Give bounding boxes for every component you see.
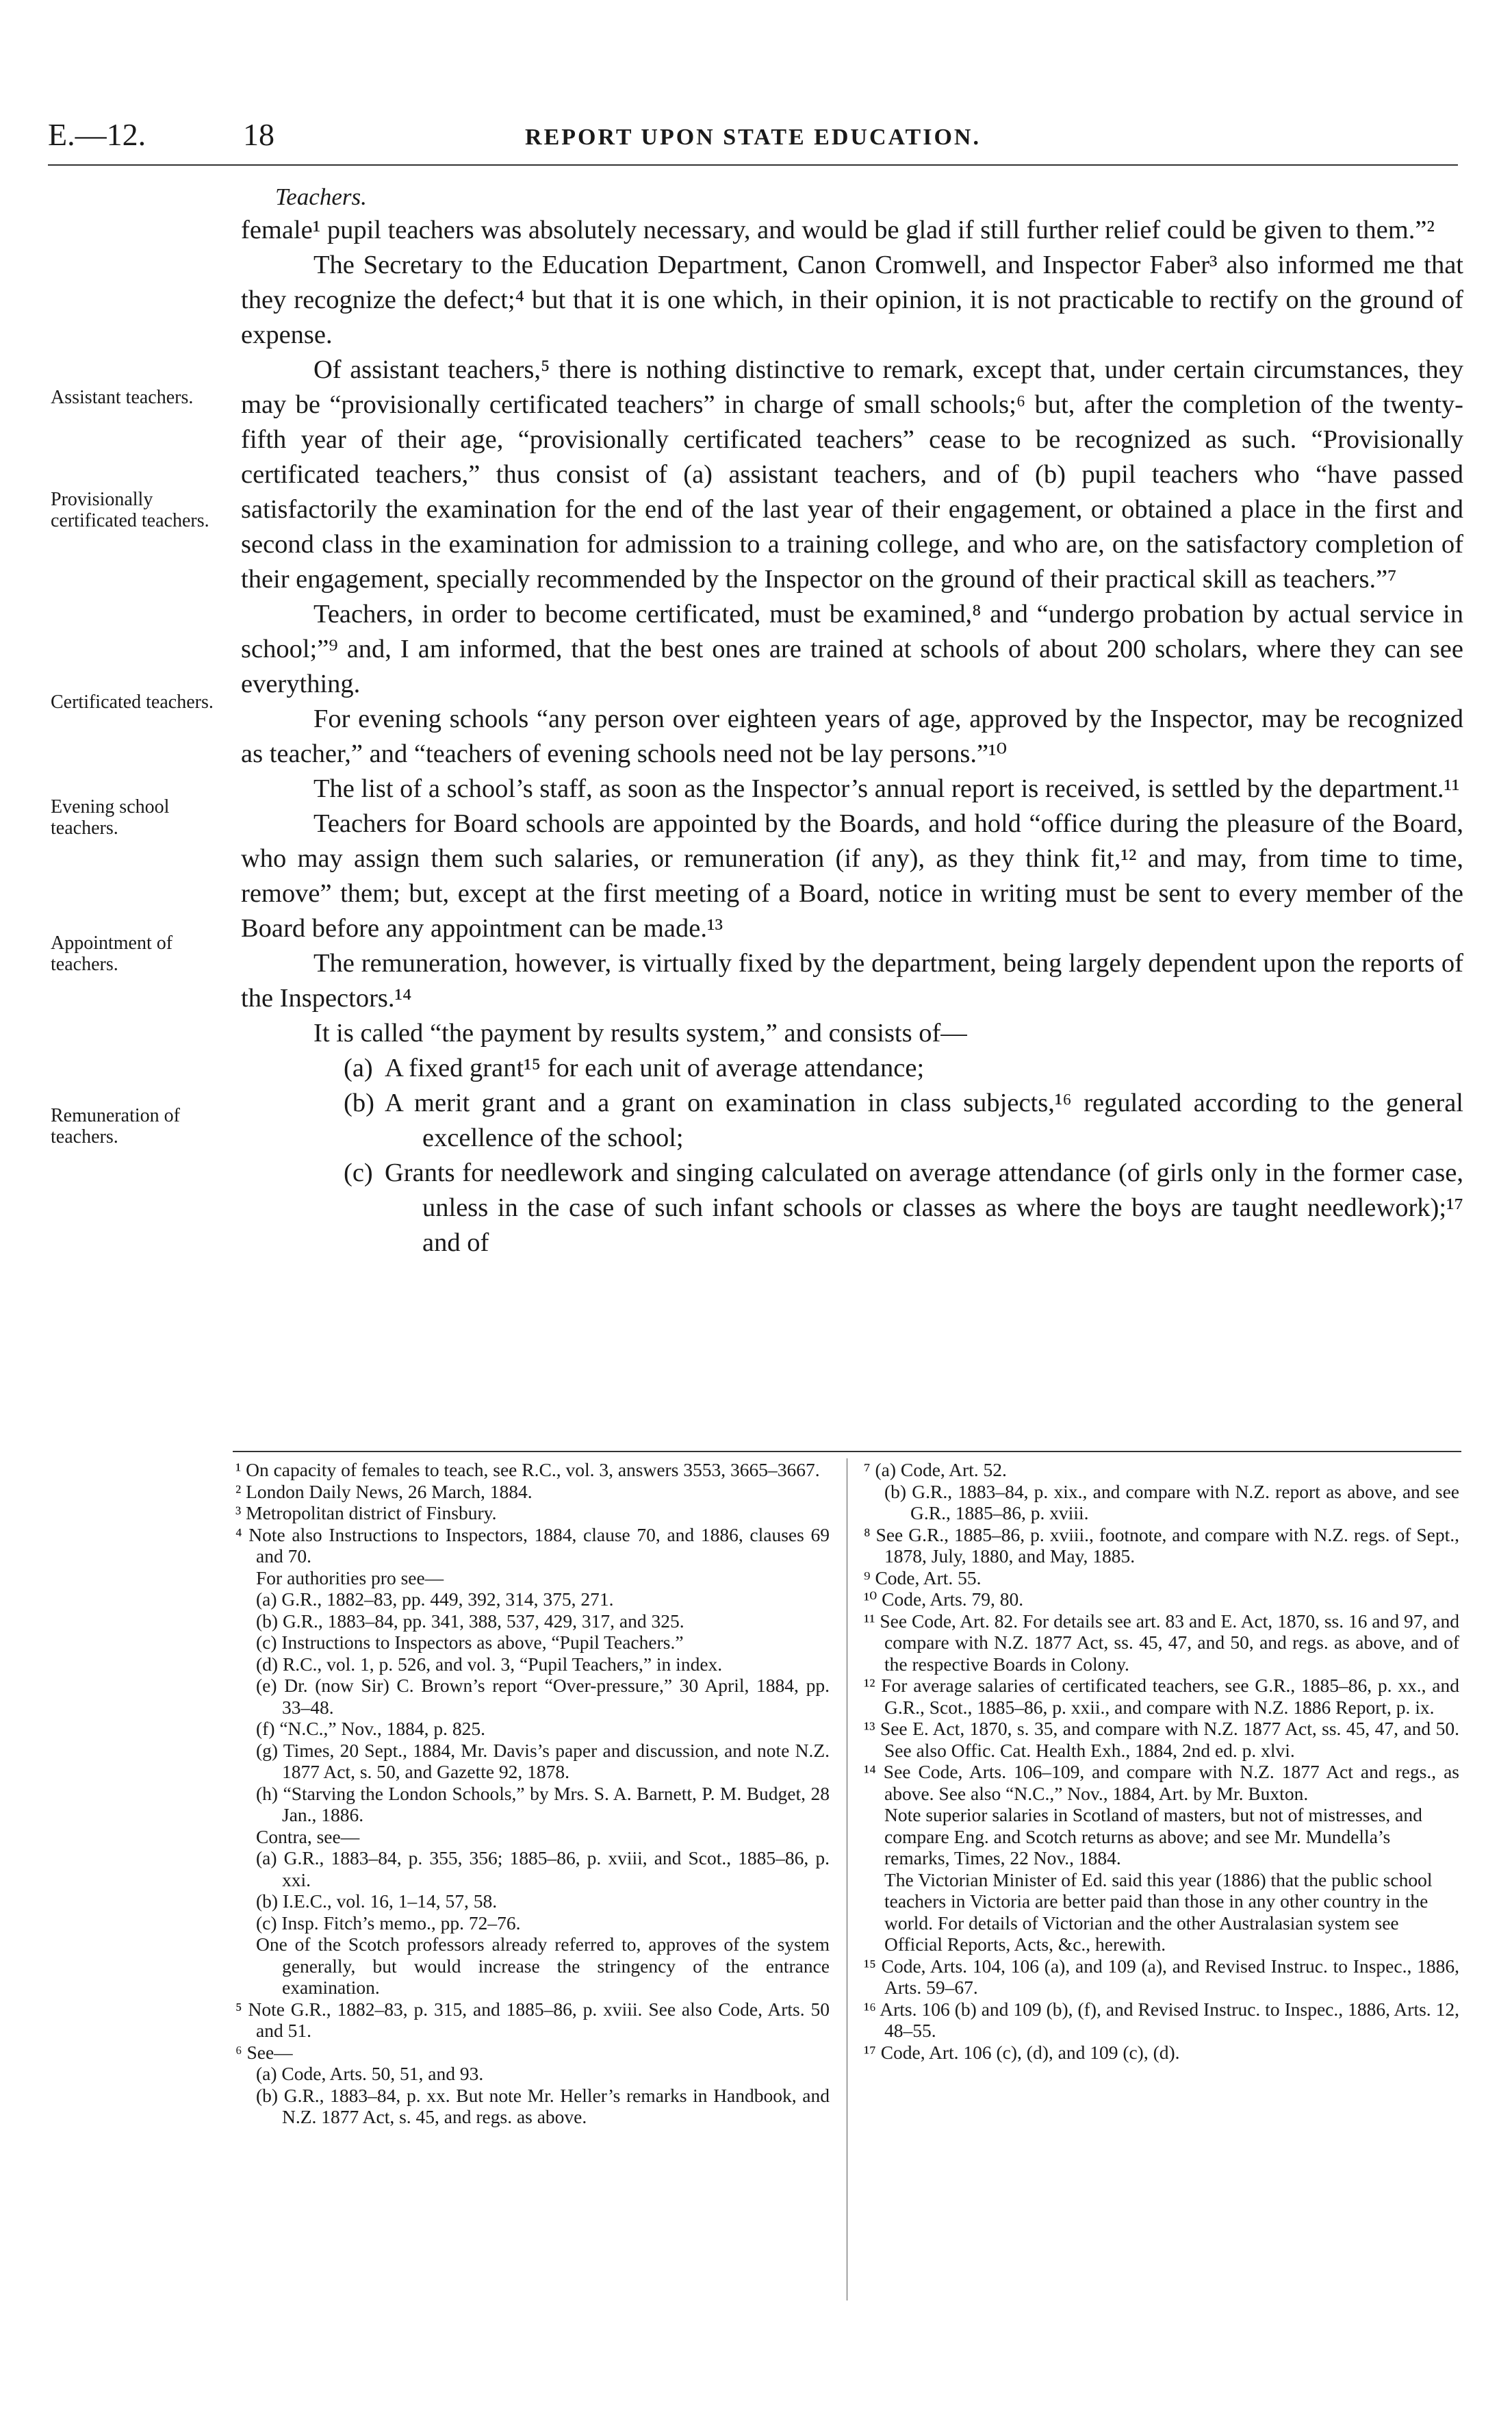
page-number: 18 [243, 117, 274, 152]
list-item [241, 1156, 1463, 1260]
footnotes [227, 1459, 1459, 2301]
footnote: (h) “Starving the London Schools,” by Mrs. S. A. Barnett, P. M. Budget, 28 Jan., 1886. [256, 1782, 830, 1825]
paragraph: The list of a school’s staff, as soon as the Inspector’s annual report is received, is settled by the department.¹¹ [313, 774, 1460, 803]
footnote: ³ Metropolitan district of Finsbury. [235, 1502, 497, 1523]
side-note-provisionally-certificated: Provisionally certificated teachers. [51, 489, 209, 531]
footnote: ¹³ See E. Act, 1870, s. 35, and compare with N.Z. 1877 Act, ss. 45, 47, and 50. See also Offic. Cat. Health Exh., 1884, 2nd ed. p. xlvi. [864, 1718, 1459, 1761]
paragraph: Teachers, in order to become certificated, must be examined,⁸ and “undergo probation by actual service in school;”⁹ and, I am informed, that the best ones are trained at schools of about 200 scholars, where they can see everything. [241, 600, 1463, 698]
footnote: For authorities pro see— [256, 1567, 444, 1588]
footnote: (a) G.R., 1882–83, pp. 449, 392, 314, 375, 271. [256, 1588, 614, 1610]
side-note-certificated-teachers: Certificated teachers. [51, 692, 214, 713]
footnote: (g) Times, 20 Sept., 1884, Mr. Davis’s paper and discussion, and note N.Z. 1877 Act, s. 50, and Gazette 92, 1878. [256, 1739, 830, 1782]
paragraph: For evening schools “any person over eighteen years of age, approved by the Inspector, may be recognized as teacher,” and “teachers of evening schools need not be lay persons.”¹⁰ [241, 705, 1463, 768]
footnote: ⁸ See G.R., 1885–86, p. xviii., footnote, and compare with N.Z. regs. of Sept., 1878, July, 1880, and May, 1885. [864, 1523, 1459, 1567]
footnote: ² London Daily News, 26 March, 1884. [235, 1480, 533, 1502]
footnote: ¹⁶ Arts. 106 (b) and 109 (b), (f), and Revised Instruc. to Inspec., 1886, Arts. 12, 48–55. [864, 1998, 1459, 2041]
footnote: (b) G.R., 1883–84, p. xx. But note Mr. Heller’s remarks in Handbook, and N.Z. 1877 Act, s. 45, and regs. as above. [256, 2084, 830, 2127]
footnotes-right-column [856, 1459, 1459, 2063]
footnote: ⁶ See— [235, 2041, 293, 2063]
list-item-label: (b) [344, 1089, 374, 1117]
footnote: (b) G.R., 1883–84, pp. 341, 388, 537, 429, 317, and 325. [256, 1610, 684, 1632]
main-text [241, 179, 1463, 1260]
topic-heading: Teachers. [275, 183, 367, 210]
footnote: Contra, see— [256, 1825, 360, 1847]
paragraph: Teachers for Board schools are appointed by the Boards, and hold “office during the pleasure of the Board, who may assign them such salaries, or remuneration (if any), as they think fit,¹² and may, from time to time, remove” them; but, except at the first meeting of a Board, notice in writing must be sent to every member of the Board before any appointment can be made.¹³ [241, 809, 1463, 943]
footnote: ⁹ Code, Art. 55. [864, 1567, 982, 1588]
side-note-appointment-of-teachers: Appointment of teachers. [51, 933, 173, 975]
paragraph: female¹ pupil teachers was absolutely necessary, and would be glad if still further relief could be given to them.”² [241, 216, 1435, 244]
footnotes-left-column [227, 1459, 830, 2128]
footnote: Note superior salaries in Scotland of masters, but not of mistresses, and compare Eng. and Scotch returns as above; and see Mr. Mundella’s remarks, Times, 22 Nov., 1884. [884, 1804, 1422, 1868]
side-note-evening-school-teachers: Evening school teachers. [51, 796, 170, 839]
footnote: ⁴ Note also Instructions to Inspectors, 1884, clause 70, and 1886, clauses 69 and 70. [235, 1523, 830, 1567]
footnote-rule [233, 1451, 1461, 1452]
footnote: The Victorian Minister of Ed. said this year (1886) that the public school teachers in Victoria are better paid than those in any other country in the world. For details of Victorian and the other Australasian system see Official Reports, Acts, &c., herewith. [884, 1868, 1433, 1955]
footnote: One of the Scotch professors already referred to, approves of the system generally, but would increase the stringency of the entrance examination. [256, 1934, 830, 1998]
footnote: (e) Dr. (now Sir) C. Brown’s report “Over-pressure,” 30 April, 1884, pp. 33–48. [256, 1675, 830, 1718]
side-note-assistant-teachers: Assistant teachers. [51, 387, 194, 408]
footnote: (a) Code, Arts. 50, 51, and 93. [256, 2063, 484, 2084]
paragraph: Of assistant teachers,⁵ there is nothing distinctive to remark, except that, under certain circumstances, they may be “provisionally certificated teachers” in charge of small schools;⁶ but, after the completion of the twenty-fifth year of their age, “provisionally certificated teachers” cease to be recognized as such. “Provisionally certificated teachers,” thus consist of (a) assistant teachers, and of (b) pupil teachers who “have passed satisfactorily the examination for the end of the last year of their engagement, or obtained a place in the first and second class in the examination for admission to a training college, and who are, on the satisfactory completion of their engagement, specially recommended by the Inspector on the ground of their practical skill as teachers.”⁷ [241, 355, 1463, 594]
footnote: ¹¹ See Code, Art. 82. For details see art. 83 and E. Act, 1870, ss. 16 and 97, and compare with N.Z. 1877 Act, ss. 45, 47, and 50, and regs. as above, and of the respective Boards in Colony. [864, 1610, 1459, 1675]
footnote: (b) I.E.C., vol. 16, 1–14, 57, 58. [256, 1890, 498, 1912]
footnote: ¹ On capacity of females to teach, see R.C., vol. 3, answers 3553, 3665–3667. [235, 1459, 820, 1480]
footnote: ¹⁵ Code, Arts. 104, 106 (a), and 109 (a), and Revised Instruc. to Inspec., 1886, Arts. 59–67. [864, 1955, 1459, 1998]
footnote: (d) R.C., vol. 1, p. 526, and vol. 3, “Pupil Teachers,” in index. [256, 1653, 723, 1675]
footnote: ⁷ (a) Code, Art. 52. [864, 1459, 1007, 1480]
document-reference: E.—12. [48, 117, 146, 152]
header-rule [48, 164, 1458, 166]
footnote: ¹⁰ Code, Arts. 79, 80. [864, 1588, 1024, 1610]
list-item [241, 1051, 1463, 1086]
running-title: REPORT UPON STATE EDUCATION. [525, 125, 981, 150]
side-note-remuneration-of-teachers: Remuneration of teachers. [51, 1105, 180, 1148]
page-header [48, 116, 1458, 157]
footnote: ¹⁷ Code, Art. 106 (c), (d), and 109 (c), (d). [864, 2041, 1180, 2063]
footnote: (a) G.R., 1883–84, p. 355, 356; 1885–86, p. xviii, and Scot., 1885–86, p. xxi. [256, 1847, 830, 1890]
list-item [241, 1086, 1463, 1156]
list-item-label: (c) [344, 1158, 373, 1187]
footnote: (c) Instructions to Inspectors as above, “Pupil Teachers.” [256, 1632, 684, 1653]
paragraph: The remuneration, however, is virtually fixed by the department, being largely dependent upon the reports of the Inspectors.¹⁴ [241, 949, 1463, 1013]
list-item-label: (a) [344, 1054, 373, 1082]
list-item-text: A merit grant and a grant on examination in class subjects,¹⁶ regulated according to the general excellence of the school; [385, 1089, 1463, 1152]
paragraph: The Secretary to the Education Department, Canon Cromwell, and Inspector Faber³ also informed me that they recognize the defect;⁴ but that it is one which, in their opinion, it is not practicable to rectify on the ground of expense. [241, 251, 1463, 349]
footnote: ¹⁴ See Code, Arts. 106–109, and compare with N.Z. 1877 Act and regs., as above. See also “N.C.,” Nov., 1884, Art. by Mr. Buxton. [864, 1761, 1459, 1804]
footnote: ¹² For average salaries of certificated teachers, see G.R., 1885–86, p. xx., and G.R., Scot., 1885–86, p. xxii., and compare with N.Z. 1886 Report, p. ix. [864, 1675, 1459, 1718]
list-item-text: A fixed grant¹⁵ for each unit of average attendance; [385, 1054, 925, 1082]
footnote: (c) Insp. Fitch’s memo., pp. 72–76. [256, 1912, 521, 1934]
list-item-text: Grants for needlework and singing calculated on average attendance (of girls only in the former case, unless in the case of such infant schools or classes as where the boys are taught needlework);¹⁷ and of [385, 1158, 1463, 1257]
paragraph: It is called “the payment by results system,” and consists of— [313, 1019, 967, 1048]
footnote: ⁵ Note G.R., 1882–83, p. 315, and 1885–86, p. xviii. See also Code, Arts. 50 and 51. [235, 1998, 830, 2041]
footnote: (b) G.R., 1883–84, p. xix., and compare with N.Z. report as above, and see G.R., 1885–86, p. xviii. [884, 1480, 1459, 1523]
footnote: (f) “N.C.,” Nov., 1884, p. 825. [256, 1718, 486, 1739]
